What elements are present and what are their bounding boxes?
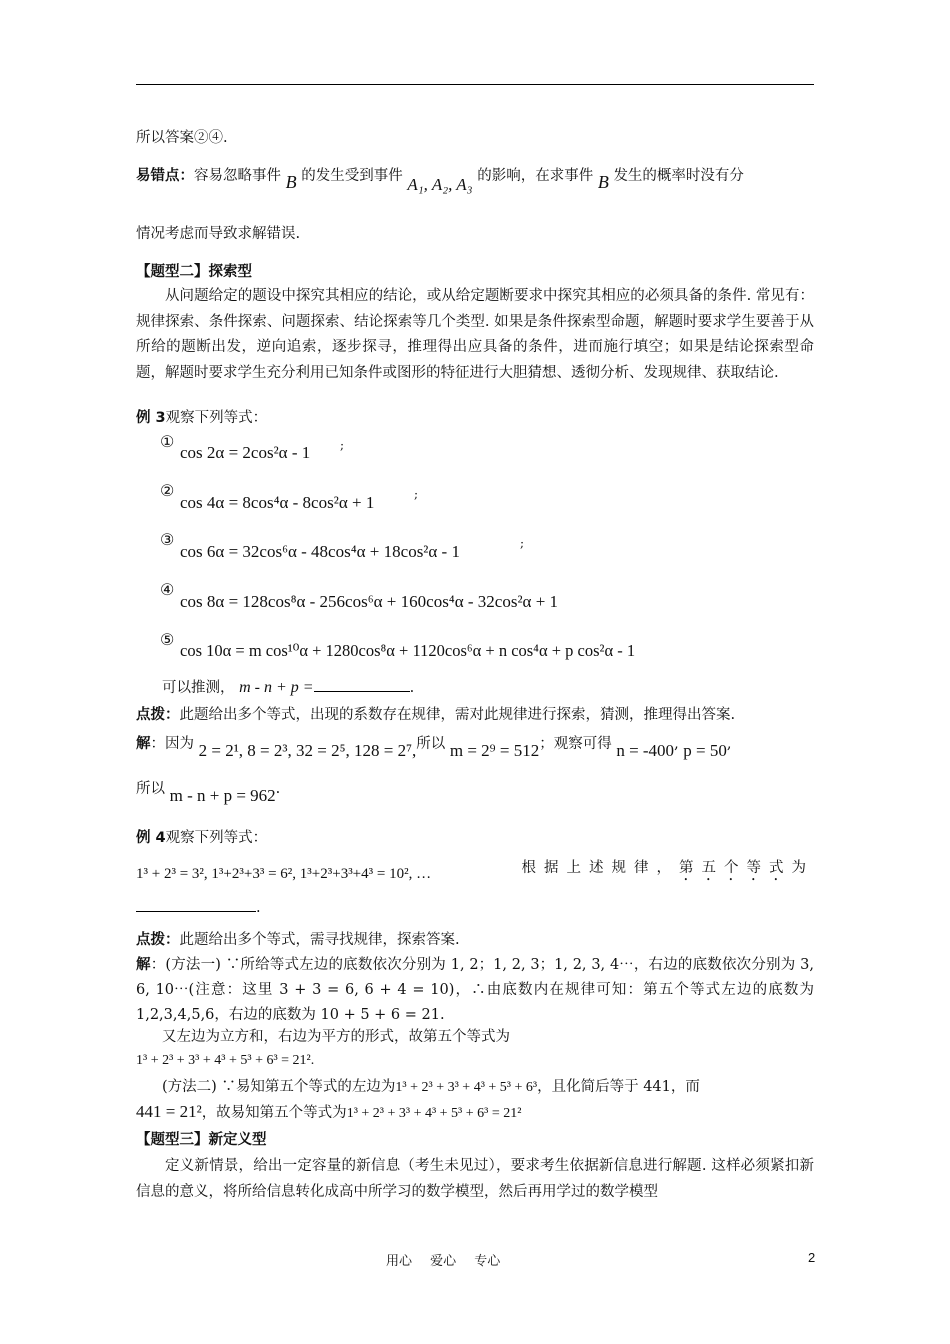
pitfall-line: 易错点：容易忽略事件 B 的发生受到事件 A₁, A₂, A₃ 的影响，在求事件 B 发生的概率时没有分	[136, 168, 744, 194]
example4-label: 例 4	[136, 830, 166, 846]
example4-method1: 解：(方法一) ∵所给等式左边的底数依次分别为 1, 2；1, 2, 3；1, 2, 3, 4⋯，右边的底数依次分别为 3, 6, 10⋯(注意：这里 3 + 3 = 6, 6 + 4 = 10)，∴由底数内在规律可知：第五个等式左边的底数为 1,2,3,4,5,6，右边的底数为 10 + 5 + 6 = 21.	[136, 957, 815, 1023]
page-footer: 用心 爱心 专心	[386, 1254, 501, 1269]
equation-5: cos 10α = m cos¹⁰α + 1280cos⁸α + 1120cos⁶α + n cos⁴α + p cos²α - 1	[180, 641, 636, 660]
example4-sequence-line: 1³ + 2³ = 3², 1³+2³+3³ = 6², 1³+2³+3³+4³ = 10², … 根据上述规律，第五个等式为	[136, 860, 814, 882]
page-number: 2	[808, 1250, 816, 1265]
example3-intro: 例 3观察下列等式：	[136, 410, 268, 426]
equation-1: cos 2α = 2cos²α - 1	[180, 443, 311, 462]
example4-hint: 点拨：此题给出多个等式，需寻找规律，探索答案.	[136, 932, 460, 948]
example3-label: 例 3	[136, 410, 166, 426]
type2-heading: 【题型二】探索型	[136, 264, 252, 280]
answer-line: 所以答案②④.	[136, 130, 228, 146]
type2-paragraph: 从问题给定的题设中探究其相应的结论，或从给定题断要求中探究其相应的必须具备的条件. 常见有：规律探索、条件探索、问题探索、结论探索等几个类型. 如果是条件探索型命题，解题时要求学生要善于从所给的题断出发，逆向追索，逐步探寻，推理得出应具备的条件，进而施行填空；如果是结论探索型命题，解题时要求学生充分利用已知条件或图形的特征进行大胆猜想、透彻分析、发现规律、获取结论.	[136, 288, 814, 381]
mark-3: ③	[160, 530, 175, 549]
mark-5: ⑤	[160, 630, 175, 649]
type3-paragraph: 定义新情景，给出一定容量的新信息（考生未见过），要求考生依据新信息进行解题. 这样必须紧扣新信息的意义，将所给信息转化成高中所学习的数学模型，然后再用学过的数学模型	[136, 1158, 814, 1200]
answer-blank	[314, 677, 410, 692]
example4-fifth-equation: 1³ + 2³ + 3³ + 4³ + 5³ + 6³ = 21².	[136, 1053, 315, 1068]
mark-1: ①	[160, 432, 175, 451]
pitfall-cont: 情况考虑而导致求解错误.	[136, 226, 301, 242]
example4-intro: 例 4观察下列等式：	[136, 830, 268, 846]
event-b-2: B	[597, 172, 609, 192]
pitfall-label: 易错点：	[136, 168, 194, 184]
example3-hint: 点拨：此题给出多个等式，出现的系数存在规律，需对此规律进行探索，猜测，推理得出答案.	[136, 707, 736, 723]
example4-conclusion: 又左边为立方和，右边为平方的形式，故第五个等式为	[162, 1029, 510, 1045]
infer-line: 可以推测， m - n + p = .	[162, 679, 415, 696]
example3-result: 所以 m - n + p = 962.	[136, 781, 281, 805]
mark-4: ④	[160, 580, 175, 599]
event-b: B	[285, 172, 297, 192]
type3-heading: 【题型三】新定义型	[136, 1132, 267, 1148]
equation-2: cos 4α = 8cos⁴α - 8cos²α + 1	[180, 493, 375, 512]
header-rule	[136, 84, 814, 85]
example4-blank: .	[136, 898, 814, 918]
mark-2: ②	[160, 481, 175, 500]
example4-method2-cont: 441 = 21²，故易知第五个等式为1³ + 2³ + 3³ + 4³ + 5³ + 6³ = 21²	[136, 1102, 522, 1121]
equation-4: cos 8α = 128cos⁸α - 256cos⁶α + 160cos⁴α - 32cos²α + 1	[180, 592, 559, 611]
events-a: A₁, A₂, A₃	[407, 175, 473, 194]
example3-solution: 解：因为 2 = 2¹, 8 = 2³, 32 = 2⁵, 128 = 2⁷,所以 m = 2⁹ = 512；观察可得 n = -400, p = 50,	[136, 736, 732, 760]
example4-method2: (方法二) ∵易知第五个等式的左边为1³ + 2³ + 3³ + 4³ + 5³ + 6³，且化简后等于 441，而	[162, 1079, 700, 1095]
equation-3: cos 6α = 32cos⁶α - 48cos⁴α + 18cos²α - 1	[180, 542, 460, 561]
